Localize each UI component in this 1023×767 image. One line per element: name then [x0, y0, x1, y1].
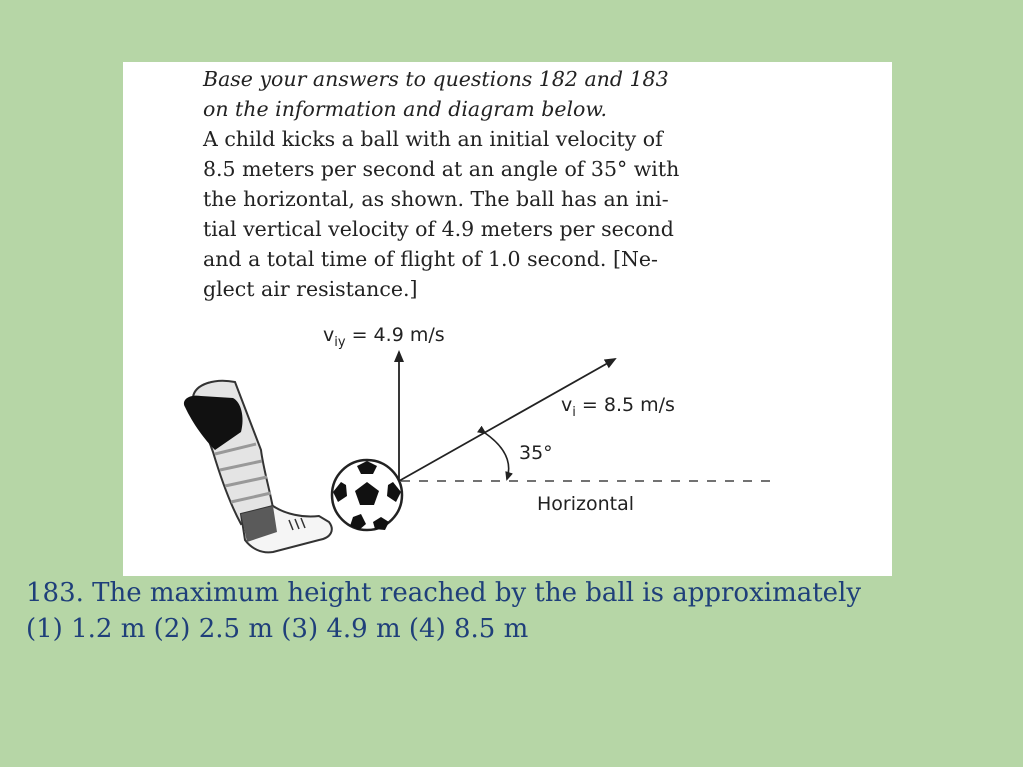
question-panel: [123, 62, 892, 576]
initial-velocity-arrow: [399, 359, 615, 481]
body-line-1: A child kicks a ball with an initial velocity of: [203, 127, 663, 151]
projectile-diagram: [123, 62, 892, 576]
body-line-3: the horizontal, as shown. The ball has an ini-: [203, 187, 669, 211]
body-line-4: tial vertical velocity of 4.9 meters per second: [203, 217, 674, 241]
body-line-2: 8.5 meters per second at an angle of 35° with: [203, 157, 680, 181]
body-line-6: glect air resistance.]: [203, 277, 418, 301]
body-line-5: and a total time of flight of 1.0 second. [Ne-: [203, 247, 658, 271]
angle-label: 35°: [519, 442, 553, 464]
angle-arc: [485, 433, 509, 479]
viy-label: $v_{iy} = 4.9$ m/s: [323, 324, 445, 350]
intro-line-1: Base your answers to questions 182 and 183: [203, 67, 669, 91]
soccer-ball: [332, 460, 402, 530]
answer-choices: (1) 1.2 m (2) 2.5 m (3) 4.9 m (4) 8.5 m: [26, 614, 529, 644]
intro-line-2: on the information and diagram below.: [203, 97, 608, 121]
vi-label: $v_i = 8.5$ m/s: [561, 394, 675, 420]
question-stem: 183. The maximum height reached by the ball is approximately: [26, 578, 862, 608]
kicking-leg-illustration: [184, 381, 332, 553]
question-183: [26, 575, 1016, 647]
horizontal-label: Horizontal: [537, 493, 635, 515]
